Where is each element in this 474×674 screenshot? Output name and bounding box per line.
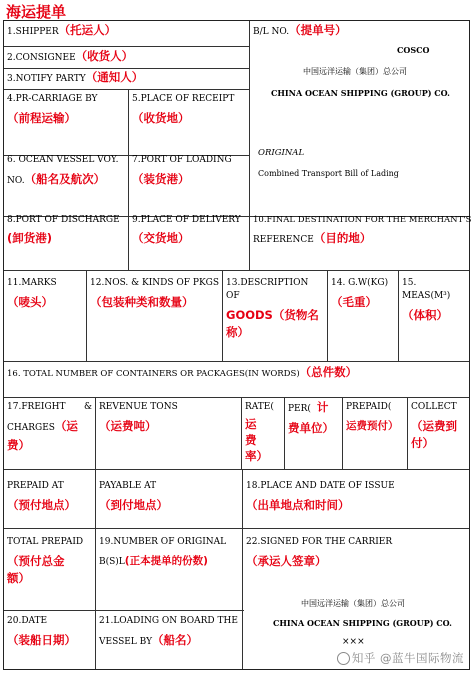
per-label-cn-1: 计: [316, 400, 329, 414]
revenue-tons-cell: [96, 401, 241, 433]
loading-board-label-cn: （船名）: [152, 633, 199, 647]
port-discharge-label-cn: (卸货港): [7, 231, 53, 245]
final-destination-cell: [250, 214, 472, 247]
port-discharge-label: 8.PORT OF DISCHARGE: [7, 215, 120, 225]
total-prepaid-label-cn-2: 额）: [7, 571, 30, 585]
shipper-label-cn: （托运人）: [58, 23, 117, 37]
signed-carrier-cell: [243, 536, 469, 568]
total-containers-label: 16. TOTAL NUMBER OF CONTAINERS OR PACKAGES(IN WORDS): [7, 369, 300, 379]
nos-kinds-cell: [87, 277, 222, 309]
watermark-text: 知乎 @蓝牛国际物流: [351, 651, 464, 665]
collect-label-cn-2: 付）: [411, 436, 434, 450]
divider: [4, 46, 250, 47]
notify-label: 3.NOTIFY PARTY: [7, 74, 86, 84]
meas-label: 15. MEAS(M³): [402, 278, 451, 301]
rate-label-cn-2: 费: [245, 433, 257, 447]
per-label: PER(: [288, 404, 311, 414]
signed-label-cn: （承运人签章）: [246, 554, 327, 568]
rate-cell: [242, 401, 284, 463]
payable-at-label-cn: （到付地点）: [99, 498, 168, 512]
place-receipt-label-cn: （收货地）: [132, 111, 190, 125]
payable-at-label: PAYABLE AT: [99, 481, 157, 491]
revenue-label: REVENUE TONS: [99, 402, 178, 412]
freight-charges: CHARGES: [7, 423, 55, 433]
meas-label-cn: （体积）: [402, 308, 448, 322]
bl-no-cell: [250, 24, 469, 39]
divider: [4, 528, 469, 529]
per-cell: [285, 401, 342, 435]
shipper-label: 1.SHIPPER: [7, 27, 59, 37]
signed-label: 22.SIGNED FOR THE CARRIER: [246, 537, 393, 547]
number-original-label-cn: (正本提单的份数): [124, 555, 208, 567]
signature-mark: ×××: [342, 637, 365, 647]
freight-label-cn: （运: [54, 419, 78, 433]
nos-kinds-label-cn: （包装种类和数量）: [90, 295, 194, 309]
per-label-cn-2: 费单位）: [288, 421, 334, 435]
notify-label-cn: （通知人）: [85, 70, 144, 84]
description-label-cn: GOODS（货物名: [226, 308, 319, 322]
divider: [4, 89, 250, 90]
divider: [4, 469, 469, 470]
bl-type-label: Combined Transport Bill of Lading: [258, 169, 399, 178]
total-containers-cell: [4, 366, 469, 381]
place-delivery-label-cn: （交货地）: [132, 231, 190, 245]
collect-label: COLLECT: [411, 402, 457, 412]
carrier-name-cn: 中国远洋运输（集团）总公司: [303, 67, 407, 76]
payable-at-cell: [96, 480, 242, 512]
place-receipt-label: 5.PLACE OF RECEIPT: [132, 94, 235, 104]
marks-label-cn: （唛头）: [7, 295, 53, 309]
port-loading-label: 7.PORT OF LOADING: [132, 155, 232, 165]
freight-amp: &: [83, 402, 92, 412]
bl-no-label: B/L NO.: [253, 27, 290, 37]
signature-company-en: CHINA OCEAN SHIPPING (GROUP) CO.: [273, 618, 452, 628]
shipper-cell: [4, 24, 249, 39]
divider: [4, 361, 469, 362]
page-title: 海运提单: [6, 3, 67, 21]
cosco-logo-text: COSCO: [397, 45, 430, 55]
prepaid-at-label-cn: （预付地点）: [7, 498, 76, 512]
place-issue-cell: [243, 480, 469, 512]
number-original-label: 19.NUMBER OF ORIGINAL: [99, 537, 227, 547]
number-original-bsl: B(S)L: [99, 557, 125, 567]
original-label: ORIGINAL: [258, 148, 305, 158]
place-issue-label: 18.PLACE AND DATE OF ISSUE: [246, 481, 395, 491]
divider: [4, 397, 469, 398]
date-cell: [4, 615, 95, 647]
pre-carriage-cell: [4, 93, 128, 125]
freight-label-cn-2: 费）: [7, 438, 30, 452]
loading-board-label: 21.LOADING ON BOARD THE: [99, 616, 238, 626]
gw-label: 14. G.W(KG): [331, 278, 389, 288]
final-dest-label-cn: （目的地）: [313, 231, 372, 245]
divider: [4, 270, 469, 271]
final-dest-label: 10.FINAL DESTINATION FOR THE MERCHANT'S: [253, 215, 472, 225]
consignee-label: 2.CONSIGNEE: [7, 53, 76, 63]
prepaid-cell: [343, 401, 407, 433]
marks-cell: [4, 277, 86, 309]
bill-of-lading-form: [3, 20, 470, 670]
prepaid-label-cn: 运费预付）: [346, 420, 399, 432]
number-original-cell: [96, 536, 242, 569]
place-delivery-label: 9.PLACE OF DELIVERY: [132, 215, 241, 225]
vessel-label-no: NO.: [7, 176, 25, 186]
rate-label: RATE(: [245, 402, 274, 412]
freight-label: 17.FREIGHT: [7, 402, 66, 412]
loading-board-cell: [96, 615, 242, 649]
freight-cell: [4, 401, 95, 452]
bl-no-label-cn: （提单号）: [289, 23, 347, 37]
measurement-cell: [399, 277, 469, 322]
prepaid-label: PREPAID(: [346, 402, 392, 412]
loading-board-vessel: VESSEL BY: [99, 637, 153, 647]
date-label: 20.DATE: [7, 616, 48, 626]
collect-label-cn: （运费到: [411, 419, 457, 433]
final-dest-ref: REFERENCE: [253, 235, 314, 245]
place-delivery-cell: [129, 214, 249, 245]
zhihu-logo-icon: [337, 652, 350, 665]
gross-weight-cell: [328, 277, 398, 309]
description-label-cn-2: 称）: [226, 325, 249, 339]
total-prepaid-label: TOTAL PREPAID: [7, 537, 84, 547]
port-discharge-cell: [4, 214, 128, 245]
prepaid-at-cell: [4, 480, 95, 512]
carrier-name-en: CHINA OCEAN SHIPPING (GROUP) CO.: [271, 88, 450, 98]
pre-carriage-label: 4.PR-CARRIAGE BY: [7, 94, 98, 104]
date-label-cn: （装船日期）: [7, 633, 76, 647]
vessel-label: 6. OCEAN VESSEL VOY.: [7, 155, 119, 165]
divider: [4, 68, 250, 69]
ocean-vessel-cell: [4, 154, 128, 188]
consignee-cell: [4, 50, 136, 65]
collect-cell: [408, 401, 469, 450]
revenue-label-cn: （运费吨）: [99, 419, 157, 433]
vessel-label-cn: （船名及航次）: [24, 172, 106, 186]
port-loading-label-cn: （装货港）: [132, 172, 190, 186]
port-loading-cell: [129, 154, 249, 186]
place-issue-label-cn: （出单地点和时间）: [246, 498, 350, 512]
marks-label: 11.MARKS: [7, 278, 57, 288]
divider: [4, 610, 244, 611]
description-cell: [223, 277, 327, 339]
nos-kinds-label: 12.NOS. & KINDS OF PKGS: [90, 278, 220, 288]
pre-carriage-label-cn: （前程运输）: [7, 111, 76, 125]
description-label: 13.DESCRIPTION OF: [226, 278, 309, 301]
divider: [249, 21, 250, 216]
place-receipt-cell: [129, 93, 249, 125]
rate-label-cn-3: 率）: [245, 449, 268, 463]
total-prepaid-label-cn: （预付总金: [7, 554, 65, 568]
rate-label-cn-1: 运: [245, 417, 257, 431]
total-prepaid-cell: [4, 536, 95, 585]
gw-label-cn: （毛重）: [331, 295, 377, 309]
total-containers-label-cn: （总件数）: [299, 365, 358, 379]
signature-company-cn: 中国远洋运输（集团）总公司: [301, 599, 405, 608]
consignee-label-cn: （收货人）: [75, 49, 134, 63]
prepaid-at-label: PREPAID AT: [7, 481, 64, 491]
notify-party-cell: [4, 71, 146, 86]
zhihu-watermark: [337, 650, 464, 666]
